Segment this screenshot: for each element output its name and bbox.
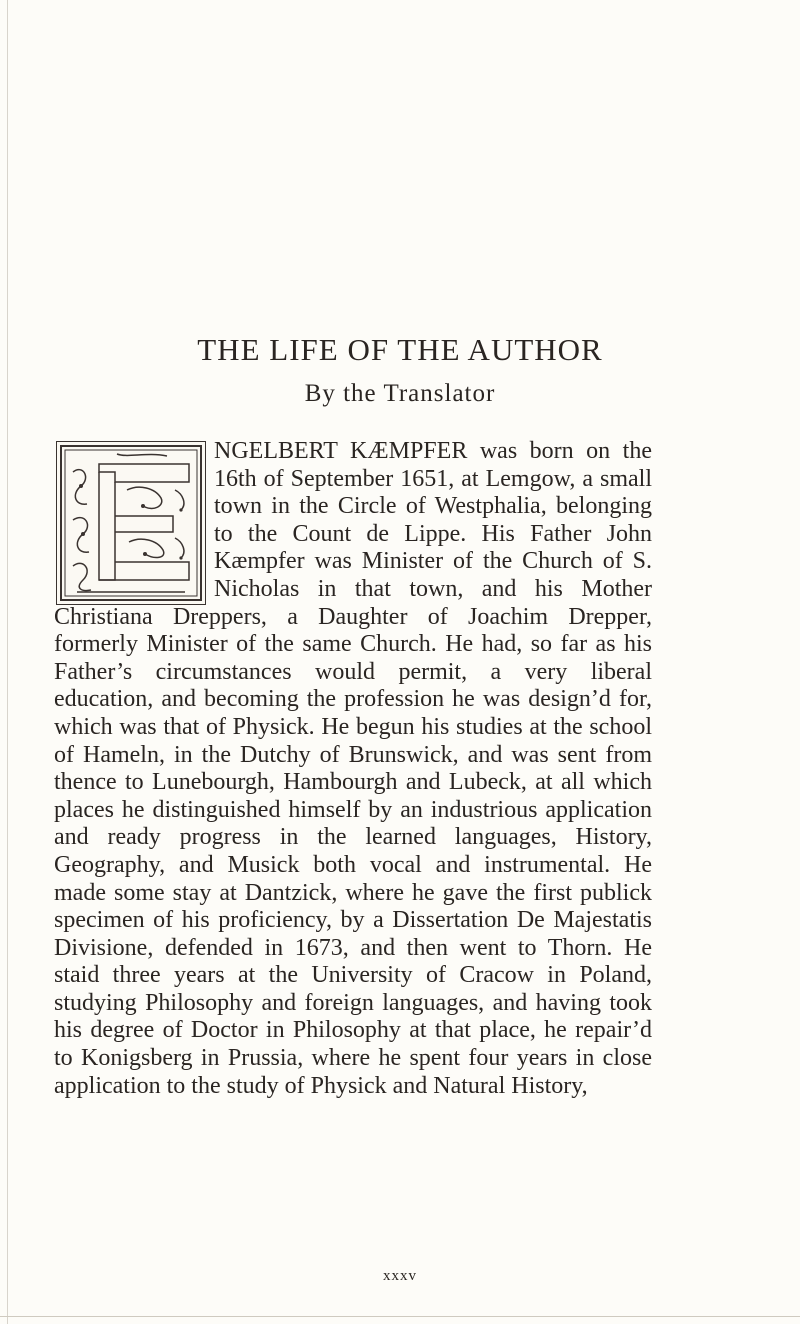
- chapter-subheading: By the Translator: [304, 380, 496, 407]
- page-edge-bottom: [0, 1316, 800, 1317]
- chapter-heading: THE LIFE OF THE AUTHOR: [197, 332, 603, 367]
- page-edge-left: [7, 0, 8, 1324]
- initial-spacer: [54, 438, 214, 603]
- page-number: xxxv: [383, 1268, 417, 1284]
- paragraph-text: NGELBERT KÆMPFER was born on the 16th of September 1651, at Lemgow, a small town in the Circle of Westphalia, belonging to the Count de Lippe. His Father John Kæmpfer was Minister of the Church of S. Nicholas in that town, and his Mother Christiana Dreppers, a Daughter of Joachim Drepper, formerly Minister of the same Church. He had, so far as his Father’s circumstances would permit, a very liberal education, and becoming the profession he was design’d for, which was that of Physick. He begun his studies at the school of Hameln, in the Dutchy of Brunswick, and was sent from thence to Lunebourgh, Hambourgh and Lubeck, at all which places he distinguished himself by an industrious application and ready progress in the learned languages, History, Geography, and Musick both vocal and instrumental. He made some stay at Dantzick, where he gave the first publick specimen of his proficiency, by a Dissertation De Majestatis Divisione, defended in 1673, and then went to Thorn. He staid three years at the University of Cracow in Poland, studying Philosophy and foreign languages, and having took his degree of Doctor in Philosophy at that place, he repair’d to Konigsberg in Prussia, where he spent four years in close application to the study of Physick and Natural History,: [54, 438, 652, 1099]
- body-paragraph: [54, 438, 652, 1100]
